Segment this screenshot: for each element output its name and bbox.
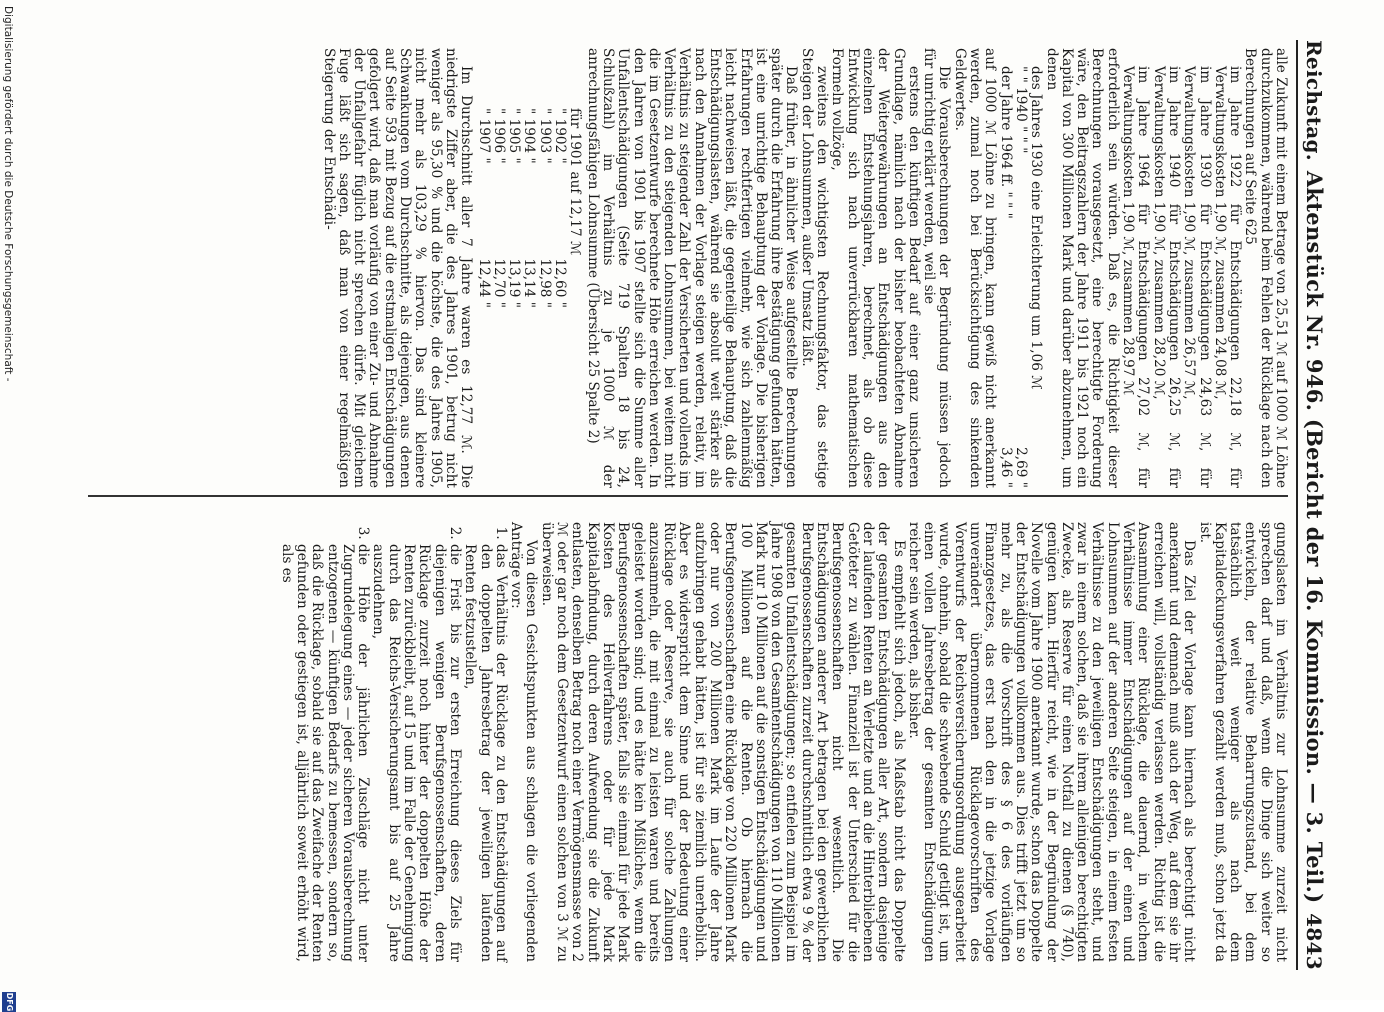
- list-item: 3. die Höhe der jährlichen Zuschläge nicht unter Zugrundelegung eines — jeder sicheren Vorausberechnung entzogenen — künftigen Bedarfs zu bemessen, sondern so, daß die Rücklage, sobald sie auf das Zweifache der Renten gefunden oder gestiegen ist, alljährlich soweit erhöht wird, als es: [278, 544, 370, 962]
- list-item: im Jahre 1930 für Entschädigungen 24,63 ℳ, für Verwaltungskosten 1,90 ℳ, zusammen 26,57 ℳ,: [1181, 66, 1213, 488]
- column-right: [278, 522, 1288, 962]
- list-item: im Jahre 1964 für Entschädigungen 27,02 ℳ, für Verwaltungskosten 1,90 ℳ, zusammen 28,97 ℳ: [1120, 66, 1152, 488]
- header-left: Reichstag.: [1302, 40, 1326, 162]
- row-label: der Jahre 1964 ff. " " ": [997, 66, 1014, 219]
- table-cell: " 1907 ": [475, 108, 492, 164]
- paragraph: Im Durchschnitt aller 7 Jahre waren es 12,77 ℳ. Die niedrigste Ziffer aber, die des Jahres 1901, betrug nicht weniger als 95,30 % und die höchste, die des Jahres 1905, nicht mehr als 103,29 % hiervon. Das sind kleinere Schwankungen vom Durchschnitte, als diejenigen, aus denen auf Seite 593 mit Bezug auf die erstmaligen Entschädigungen gefolgert wird, daß man vorläufig von einer Zu- und Abnahme der Unfallgefahr füglich nicht sprechen dürfe. Mit gleichem Fuge läßt sich sagen, daß man von einer regelmäßigen Steigerung der Entschädi-: [320, 48, 475, 488]
- paragraph: zweitens den wichtigsten Rechnungsfaktor, das stetige Steigen der Lohnsummen, außer Umsatz läßt.: [798, 48, 831, 488]
- row-label: des Jahres 1930 eine Erleichterung um 1,06 ℳ: [1028, 66, 1045, 390]
- paragraph: Das Ziel der Vorlage kann hiernach als berechtigt nicht anerkannt und demnach muß auch der Weg, auf dem sie ihr erreichen will, vollständig verlassen werden. Richtig ist die Ansammlung einer Rücklage, die dauernd, in welchem Verhältnisse immer Entschädigungen auf der einen und Lohnsummen auf der anderen Seite steigen, in einem festen Verhältnisse zu den jeweiligen Entschädigungen steht, und zwar in einem solchen, daß sie ihrem alleinigen berechtigten Zwecke, als Reserve für einen Notfall zu dienen (§ 740), genügen kann. Hierfür reicht, wie in der Begründung der Novelle vom Jahre 1900 anerkannt wurde, schon das Doppelte der Entschädigungen vollkommen aus. Dies trifft jetzt um so mehr zu, als die Vorschrift des § 6 des vorläufigen Finanzgesetzes, das erst nach den in die jetzige Vorlage unverändert übernommenen Rücklagevorschriften des Vorentwurfs der Reichsversicherungsordnung ausgearbeitet wurde, ohnehin, sobald die schwebende Schuld getilgt ist, um einen vollen Jahresbetrag der gesamten Entschädigungen reicher sein werden, als bisher.: [905, 522, 1198, 962]
- row-label: " " 1940 " " ": [1012, 66, 1029, 154]
- table-cell: " 1902 ": [552, 108, 569, 164]
- table-cell: 12,60 ": [552, 258, 569, 308]
- paragraph: Daß früher, in ähnlicher Weise aufgestellte Berechnungen später durch die Erfahrung ihre Bestätigung gefunden hätten, ist eine unrichtige Behauptung der Vorlage. Die bisherigen Erfahrungen rechtfertigen vielmehr, wie sich zahlenmäßig leicht nachweisen läßt, die gegenteilige Behauptung, daß die Entschädigungslasten, während sie absolut weit stärker als nach den Annahmen der Vorlage steigen werden, relativ, im Verhältnis zu steigender Zahl der Versicherten und vollends im Verhältnis zu den steigenden Lohnsummen, bei weitem nicht die im Gesetzentwurfe berechnete Höhe erreichen werden. In den Jahren von 1901 bis 1907 stellte sich die Summe aller Unfallentschädigungen (Seite 719 Spalten 18 bis 24, Schlußzahl) im Verhältnis zu je 1000 ℳ der anrechnungsfähigen Lohnsumme (Übersicht 25 Spalte 2): [584, 48, 800, 488]
- table-cell: 12,70 ": [490, 258, 507, 308]
- paragraph: gungslasten im Verhältnis zur Lohnsumme zurzeit nicht sprechen darf und daß, wenn die Dinge sich weiter so entwickeln, der relative Beharrungszustand, bei dem tatsächlich weit weniger als nach dem Kapitaldeckungsverfahren gezahlt werden muß, schon jetzt da ist.: [1196, 522, 1289, 962]
- paragraph: Die Vorausberechnungen der Begründung müssen jedoch für unrichtig erklärt werden, weil sie: [921, 48, 953, 488]
- row-value: 3,46 ": [997, 447, 1014, 488]
- paragraph: erforderlich sein würden. Daß es, die Richtigkeit dieser Berechnungen vorausgesetzt, eine berechtigte Forderung wäre, den Beitragszahlern der Jahre 1911 bis 1921 noch ein Kapital von 300 Millionen Mark und darüber abzunehmen, um denen: [1043, 48, 1121, 488]
- table-cell: 12,44 ": [475, 258, 492, 308]
- table-cell: 13,19 ": [506, 258, 523, 308]
- yearly-ratio-table: [475, 108, 582, 308]
- list-item: [1028, 66, 1043, 488]
- list-item: [1013, 66, 1028, 488]
- list-item: 2. die Frist bis zur ersten Erreichung dieses Ziels für diejenigen wenigen Berufsgenossenschaften, deren Rücklage zurzeit noch hinter der doppelten Höhe der Renten zurückbleibt, auf 15 und im Falle der Genehmigung durch das Reichs-Versicherungsamt bis auf 25 Jahre auszudehnen,: [370, 544, 462, 962]
- paragraph: Es empfiehlt sich jedoch, als Maßstab nicht das Doppelte der gesamten Entschädigungen aller Art, sondern dasjenige der laufenden Renten an Verletzte und an die Hinterbliebenen Getöteter zu wählen. Finanziell ist der Unterschied für die Berufsgenossenschaften nicht wesentlich. Die Entschädigungen anderer Art betragen bei den gewerblichen Berufsgenossenschaften zurzeit durchschnittlich etwa 9 % der gesamten Unfallentschädigungen; so entfielen zum Beispiel im Jahre 1908 von den Gesamtentschädigungen von 110 Millionen Mark nur 10 Millionen auf die sonstigen Entschädigungen und 100 Millionen auf die Renten. Ob hiernach die Berufsgenossenschaften eine Rücklage von 220 Millionen Mark oder nur von 200 Millionen Mark im Laufe der Jahre aufzubringen gehabt hätten, ist für sie ziemlich unerheblich. Aber es widerspricht dem Sinne und der Bedeutung einer Rücklage oder Reserve, sie auch für solche Zahlungen anzusammeln, die mit einmal zu leisten waren und bereits geleistet worden sind; und es hätte kein Mißliches, wenn die Berufsgenossenschaften später, falls sie einmal für jede Mark Kosten des Heilverfahrens oder für jede Mark Kapitalabfindung, durch deren Aufwendung sie die Zukunft entlasten, denselben Betrag noch einer Vermögensmasse von 2 ℳ oder gar noch dem Gesetzentwurf einen solchen von 3 ℳ zu überweisen.: [538, 522, 907, 963]
- paragraph: erstens den künftigen Bedarf auf einer ganz unsicheren Grundlage, nämlich nach der bisher beobachteten Abnahme der Weitergewährungen an Entschädigungen aus den einzelnen Entstehungsjahren, berechnet, als ob diese Entwicklung sich nach unverrückbaren mathematischen Formeln vollzöge,: [829, 48, 922, 488]
- column-divider: [88, 495, 1288, 497]
- relief-rows: [997, 48, 1043, 488]
- column-left: [320, 48, 1288, 488]
- paragraph: Von diesen Gesichtspunkten aus schlagen die vorliegenden Anträge vor:: [508, 522, 540, 962]
- cost-list: [1120, 48, 1242, 488]
- table-row: [475, 108, 490, 308]
- header-center: Aktenstück Nr. 946. (Bericht der 16. Kommission. — 3. Teil.): [1302, 170, 1327, 904]
- table-cell: " 1906 ": [490, 108, 507, 164]
- list-item: im Jahre 1940 für Entschädigungen 26,25 ℳ, für Verwaltungskosten 1,90 ℳ, zusammen 28,20 ℳ,: [1150, 66, 1182, 488]
- list-item: 1. das Verhältnis der Rücklage zu den Entschädigungen auf den doppelten Jahresbetrag der jeweiligen laufenden Renten festzustellen,: [462, 544, 508, 962]
- table-cell: 12,98 ": [536, 258, 553, 308]
- paragraph: alle Zukunft mit einem Betrage von 25,51 ℳ auf 1000 ℳ Löhne durchzukommen, während beim Fehlen der Rücklage nach den Berechnungen auf Seite 625: [1242, 48, 1289, 488]
- dfg-logo: DFG: [2, 992, 16, 1012]
- table-row: [536, 108, 551, 308]
- table-cell: " 1905 ": [506, 108, 523, 164]
- dfg-funding-note: Digitalisierung gefördert durch die Deutsche Forschungsgemeinschaft -: [2, 6, 14, 382]
- dfg-footer: [0, 0, 14, 1012]
- page-header: [1296, 40, 1342, 970]
- table-row: [491, 108, 506, 308]
- list-item: [997, 66, 1012, 488]
- table-cell: " 1903 ": [536, 108, 553, 164]
- page-number: 4843: [1302, 913, 1326, 970]
- table-cell: 13,14 ": [521, 258, 538, 308]
- table-row: [552, 108, 567, 308]
- list-item: im Jahre 1922 für Entschädigungen 22,18 ℳ, für Verwaltungskosten 1,90 ℳ, zusammen 24,08 ℳ,: [1211, 66, 1244, 488]
- table-title: für 1901 auf 12,17 ℳ: [567, 108, 584, 256]
- table-row: [521, 108, 536, 308]
- table-cell: " 1904 ": [521, 108, 538, 164]
- row-value: 2,69 ": [1012, 447, 1029, 488]
- paragraph: auf 1000 ℳ Löhne zu bringen, kann gewiß nicht anerkannt werden, zumal noch bei Berücksichtigung des sinkenden Geldwertes.: [951, 48, 999, 488]
- proposal-list: [278, 522, 507, 962]
- table-row: [506, 108, 521, 308]
